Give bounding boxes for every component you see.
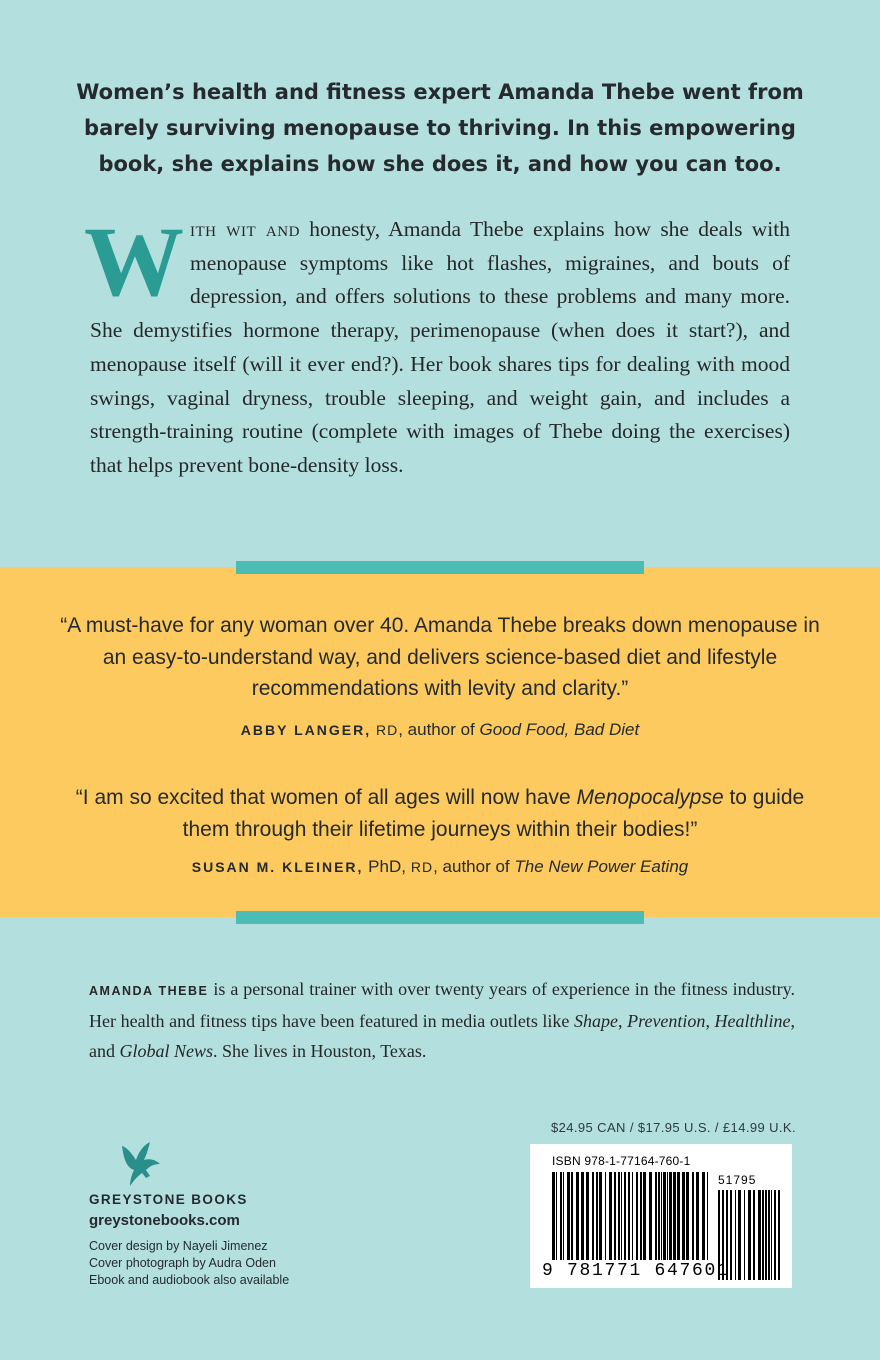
- quote-2-after: to guide them through their lifetime journeys within their bodies!”: [182, 786, 805, 841]
- quote-1-book: Good Food, Bad Diet: [479, 720, 640, 739]
- divider-bar-bottom: [236, 911, 644, 924]
- barcode-bar: [632, 1172, 633, 1260]
- barcode-bar: [618, 1172, 620, 1260]
- barcode-bar: [669, 1172, 672, 1260]
- barcode-bar: [765, 1190, 767, 1280]
- addon-code: 51795: [718, 1173, 757, 1187]
- barcode-bar: [696, 1172, 699, 1260]
- barcode-bar: [609, 1172, 612, 1260]
- bio-text-2: . She lives in Houston, Texas.: [213, 1041, 427, 1061]
- barcode-bar: [563, 1172, 564, 1260]
- barcode-bar: [649, 1172, 652, 1260]
- publisher-website[interactable]: greystonebooks.com: [89, 1212, 240, 1229]
- barcode-bar: [686, 1172, 689, 1260]
- barcode-bar: [586, 1172, 589, 1260]
- quote-2-author: SUSAN M. KLEINER,: [191, 859, 364, 875]
- drop-cap: W: [84, 206, 184, 317]
- barcode-bar: [560, 1172, 562, 1260]
- barcode-bar: [667, 1172, 668, 1260]
- barcode-bar: [596, 1172, 598, 1260]
- publisher-name: GREYSTONE BOOKS: [89, 1192, 248, 1207]
- barcode-bar: [771, 1190, 772, 1280]
- barcode-bar: [640, 1172, 642, 1260]
- barcode-bar: [581, 1172, 584, 1260]
- barcode-bar: [567, 1172, 570, 1260]
- barcode-digits: 9 781771 647601: [542, 1261, 730, 1281]
- barcode-bar: [758, 1190, 761, 1280]
- quote-2-cred: RD: [405, 859, 434, 875]
- quote-1-attribution: [60, 720, 820, 740]
- bio-sep-1: ,: [618, 1011, 628, 1031]
- quote-1-pre: , author of: [398, 720, 480, 739]
- barcode-bar: [748, 1190, 751, 1280]
- bio-sep-2: ,: [705, 1011, 715, 1031]
- barcode-bar: [673, 1172, 676, 1260]
- bio-name: AMANDA THEBE: [89, 984, 209, 998]
- quote-2-pre: , author of: [433, 857, 515, 876]
- quote-2: [60, 782, 820, 845]
- barcode-bar: [621, 1172, 622, 1260]
- quote-2-title: Menopocalypse: [576, 786, 724, 809]
- bird-icon: [116, 1140, 164, 1190]
- bio-outlet-1: Shape: [574, 1011, 619, 1031]
- barcode-bar: [677, 1172, 680, 1260]
- barcode-bar: [576, 1172, 579, 1260]
- barcode-bar: [636, 1172, 638, 1260]
- barcode-bar: [592, 1172, 594, 1260]
- barcode-block: [530, 1144, 792, 1288]
- barcode-bar: [702, 1172, 705, 1260]
- barcode-bar: [774, 1190, 776, 1280]
- credit-line-design: Cover design by Nayeli Jimenez: [89, 1239, 268, 1253]
- quote-2-book: The New Power Eating: [514, 857, 689, 876]
- barcode-bar: [658, 1172, 660, 1260]
- quote-1: “A must-have for any woman over 40. Amanda Thebe breaks down menopause in an easy-to-understand way, and delivers science-based diet and lifestyle recommendations with levity and clarity.”: [60, 614, 820, 700]
- credit-line-formats: Ebook and audiobook also available: [89, 1273, 290, 1287]
- barcode-bar: [605, 1172, 606, 1260]
- bio-text-1: is a personal trainer with over twenty years of experience in the fitness industry. Her health and fitness tips have been featured in media outlets like: [89, 979, 795, 1031]
- quote-1-cred: RD: [371, 722, 399, 738]
- bio-outlet-4: Global News: [119, 1041, 214, 1061]
- isbn-number: ISBN 978-1-77164-760-1: [552, 1154, 691, 1168]
- quote-2-before: “I am so excited that women of all ages will now have: [75, 786, 577, 809]
- barcode-bar: [707, 1172, 708, 1260]
- barcode-bar: [682, 1172, 685, 1260]
- price-line: $24.95 CAN / $17.95 U.S. / £14.99 U.K.: [550, 1120, 796, 1135]
- barcode-bar: [628, 1172, 630, 1260]
- barcode-bar: [735, 1190, 736, 1280]
- barcode-bar: [556, 1172, 557, 1260]
- barcode-bar: [599, 1172, 602, 1260]
- barcode-bar: [768, 1190, 770, 1280]
- intro-smallcaps: ith wit and: [190, 217, 300, 241]
- intro-paragraph: [84, 206, 791, 483]
- quote-2-phd: PhD,: [363, 857, 406, 876]
- quote-2-attribution: [60, 857, 820, 877]
- barcode-bar: [762, 1190, 764, 1280]
- barcode-bar: [655, 1172, 657, 1260]
- barcode-bar: [738, 1190, 741, 1280]
- bio-outlet-2: Prevention: [627, 1011, 706, 1031]
- cover-credits: [89, 1238, 289, 1289]
- barcode-bar: [661, 1172, 662, 1260]
- barcode-bar: [744, 1190, 745, 1280]
- barcode-bar: [624, 1172, 626, 1260]
- divider-bar-top: [236, 561, 644, 574]
- author-bio: [89, 974, 795, 1066]
- credit-line-photo: Cover photograph by Audra Oden: [89, 1256, 276, 1270]
- barcode-bar: [730, 1190, 732, 1280]
- quote-1-author: ABBY LANGER,: [240, 722, 372, 738]
- barcode-bar: [571, 1172, 573, 1260]
- barcode-bar: [663, 1172, 666, 1260]
- barcode-bar: [614, 1172, 616, 1260]
- bio-sep-3: , and: [89, 1011, 796, 1061]
- barcode-bar: [643, 1172, 646, 1260]
- barcode-bar: [692, 1172, 694, 1260]
- tagline: Women’s health and fitness expert Amanda Thebe went from barely surviving menopause to thriving. In this empowering book, she explains how she does it, and how you can too.: [76, 80, 804, 176]
- barcode-bar: [778, 1190, 780, 1280]
- intro-body: honesty, Amanda Thebe explains how she deals with menopause symptoms like hot flashes, migraines, and bouts of depression, and offers solutions to these problems and many more. She demystifies hormone therapy, perimenopause (when does it start?), and menopause itself (will it ever end?). Her book shares tips for dealing with mood swings, vaginal dryness, trouble sleeping, and weight gain, and includes a strength-training routine (complete with images of Thebe doing the exercises) that helps prevent bone-density loss.: [90, 217, 791, 477]
- bio-outlet-3: Healthline: [714, 1011, 791, 1031]
- barcode-bar: [552, 1172, 555, 1260]
- barcode-bar: [753, 1190, 755, 1280]
